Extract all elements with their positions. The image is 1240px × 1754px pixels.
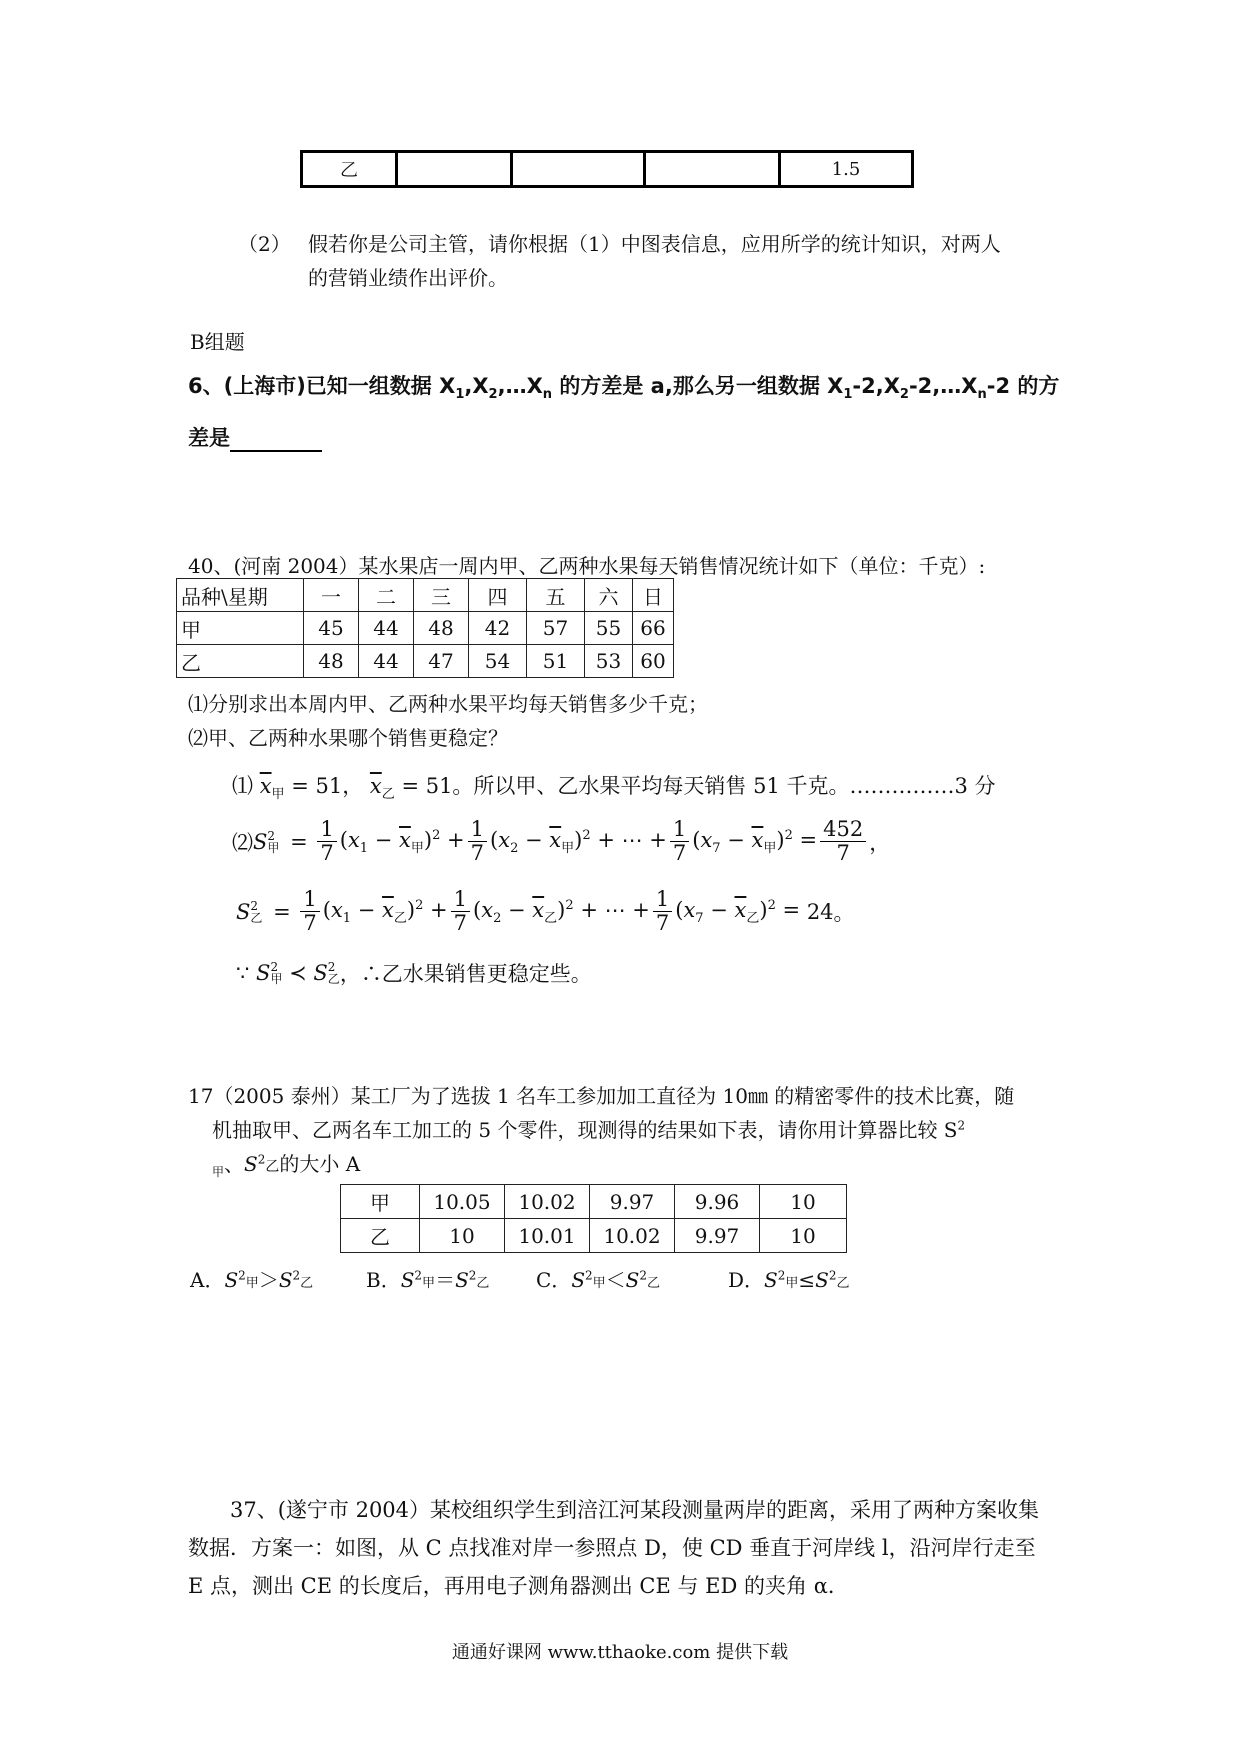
subscript: 乙 <box>381 787 395 803</box>
question-text: 6、(上海市)已知一组数据 X <box>188 374 456 398</box>
table-cell: 10 <box>420 1219 505 1253</box>
numerator: 1 <box>317 818 336 842</box>
subscript: n <box>977 387 987 403</box>
table-header-cell: 六 <box>585 579 633 612</box>
table-header-cell: 四 <box>469 579 527 612</box>
table-cell: 9.96 <box>675 1185 760 1219</box>
fraction <box>451 888 470 935</box>
denominator: 7 <box>320 841 334 866</box>
table-cell: 44 <box>359 645 414 678</box>
question-6-line2 <box>188 422 322 452</box>
fruit-sales-table <box>176 578 674 678</box>
subscript: 甲 <box>212 1165 225 1179</box>
option-a: A．$S^2$甲$>S^2$乙 <box>190 1268 314 1292</box>
table-header-cell: 日 <box>633 579 674 612</box>
subscript: 甲 <box>271 787 285 803</box>
table-row <box>177 612 674 645</box>
numerator: 1 <box>653 888 672 912</box>
question-text: 假若你是公司主管，请你根据（1）中图表信息，应用所学的统计知识，对两人 <box>308 232 1001 256</box>
table-cell: 60 <box>633 645 674 678</box>
question-text: 的大小 A <box>279 1152 361 1176</box>
subscript: 乙 <box>393 910 407 926</box>
subscript: 1 <box>843 387 853 403</box>
fraction <box>670 818 689 865</box>
table-cell: 55 <box>585 612 633 645</box>
question-17-line3: $_甲$、$S^2$乙的大小 A <box>212 1152 361 1179</box>
table-cell: 42 <box>469 612 527 645</box>
table-cell: 9.97 <box>675 1219 760 1253</box>
section-heading: B组题 <box>190 330 245 354</box>
table-row <box>302 152 913 187</box>
table-row <box>341 1219 847 1253</box>
table-cell: 54 <box>469 645 527 678</box>
denominator: 7 <box>303 911 317 936</box>
table-header-cell: 品种\星期 <box>177 579 304 612</box>
subscript: 乙 <box>476 1276 490 1291</box>
table-cell: 甲 <box>341 1185 420 1219</box>
option-letter: C． <box>536 1268 572 1292</box>
question-17-line1: 17（2005 泰州）某工厂为了选拔 1 名车工参加加工直径为 10㎜ 的精密零件的技术比赛，随 <box>188 1084 1015 1108</box>
relation: ＜ <box>605 1268 626 1292</box>
subscript: 乙 <box>327 972 340 986</box>
answer-conclusion: ∵ S 2 甲 ≺ S 2 乙 ， ∴乙水果销售更稳定些。 <box>236 960 592 986</box>
table-cell: 48 <box>414 612 469 645</box>
question-37-line1: 37、(遂宁市 2004）某校组织学生到涪江河某段测量两岸的距离，采用了两种方案收集 <box>230 1498 1040 1522</box>
table-cell <box>512 152 645 187</box>
option-letter: B． <box>366 1268 401 1292</box>
table-cell: 10.05 <box>420 1185 505 1219</box>
question-text: -2,X <box>852 374 900 398</box>
answer-2-line2: S 2 乙 = $\frac{1}{7}$ $(x_1 - \overline{x}_乙)^2$ + $\frac{1}{7}$ $(x_2 - \overline{x}_乙)^2$ + ⋯ + $\frac{1}{7}$ $(x_7 - \overline{x}_乙)^2$ = 24 。 <box>236 887 855 936</box>
question-text: ,X <box>464 374 489 398</box>
denominator: 7 <box>453 911 468 936</box>
question-text: -2,…X <box>908 374 978 398</box>
subscript: 乙 <box>250 910 263 925</box>
table-cell: 53 <box>585 645 633 678</box>
relation: ＝ <box>435 1268 456 1292</box>
answer-label: ⑴ <box>232 774 253 798</box>
sub-question: ⑴分别求出本周内甲、乙两种水果平均每天销售多少千克； <box>188 692 708 716</box>
option-letter: D． <box>728 1268 765 1292</box>
numerator: 1 <box>300 888 319 912</box>
answer-label: ⑵ <box>232 830 253 855</box>
subscript: 甲 <box>561 840 575 856</box>
table-cell: 10.02 <box>505 1185 590 1219</box>
question-37-line3: E 点，测出 CE 的长度后，再用电子测角器测出 CE 与 ED 的夹角 α． <box>188 1574 849 1598</box>
question-17-line2: 机抽取甲、乙两名车工加工的 5 个零件，现测得的结果如下表，请你用计算器比较 $S^2$ <box>212 1118 966 1142</box>
option-b: B．$S^2$甲$=S^2$乙 <box>366 1268 490 1292</box>
equation-text: = 51。所以甲、乙水果平均每天销售 51 千克。……………3 分 <box>394 774 996 798</box>
numerator: 1 <box>468 818 487 842</box>
subscript: 甲 <box>763 840 777 856</box>
subscript: 乙 <box>647 1276 661 1291</box>
fraction <box>300 888 319 935</box>
subscript: 甲 <box>270 972 283 986</box>
mean-symbol: $\overline{x}$ <box>259 774 272 798</box>
table-cell: 乙 <box>302 152 397 187</box>
numerator: 452 <box>820 818 866 842</box>
subscript: 乙 <box>746 910 760 926</box>
subscript: 1 <box>455 387 465 403</box>
conclusion-text: ∴乙水果销售更稳定些。 <box>360 962 592 986</box>
question-text: ,…X <box>497 374 543 398</box>
denominator: 7 <box>836 841 850 866</box>
subscript: 甲 <box>592 1276 606 1291</box>
subscript: 乙 <box>265 1159 280 1175</box>
subscript: 乙 <box>544 910 558 926</box>
table-row <box>177 579 674 612</box>
denominator: 7 <box>655 911 670 936</box>
table-header-cell: 一 <box>304 579 359 612</box>
table-cell: 10 <box>760 1185 847 1219</box>
subscript: n <box>542 387 553 403</box>
option-letter: A． <box>190 1268 225 1292</box>
table-cell: 乙 <box>177 645 304 678</box>
fraction <box>317 818 336 865</box>
question-6 <box>188 370 1059 402</box>
table-header-cell: 三 <box>414 579 469 612</box>
option-c: C．$S^2$甲$<S^2$乙 <box>536 1268 661 1292</box>
page-footer: 通通好课网 www.tthaoke.com 提供下载 <box>451 1642 789 1663</box>
subscript: 甲 <box>245 1276 259 1291</box>
subscript: 乙 <box>836 1276 850 1291</box>
mean-symbol: $\overline{x}$ <box>369 774 382 798</box>
subscript: 甲 <box>785 1276 799 1291</box>
question-40-stem: 40、(河南 2004）某水果店一周内甲、乙两种水果每天销售情况统计如下（单位：千克）: <box>188 554 986 578</box>
sub-question: ⑵甲、乙两种水果哪个销售更稳定？ <box>188 726 508 750</box>
table-cell: 45 <box>304 612 359 645</box>
denominator: 7 <box>470 841 485 866</box>
equation-text: = 51， <box>284 774 364 798</box>
relation: ＞ <box>258 1268 279 1292</box>
table-cell: 57 <box>527 612 585 645</box>
table-cell: 10 <box>760 1219 847 1253</box>
option-d: D．$S^2$甲$\le S^2$乙 <box>728 1268 850 1292</box>
subscript: 乙 <box>300 1276 314 1291</box>
question-text: 机抽取甲、乙两名车工加工的 5 个零件，现测得的结果如下表，请你用计算器比较 S <box>212 1118 958 1142</box>
denominator: 7 <box>672 841 687 866</box>
fraction <box>468 818 487 865</box>
answer-2-line1: ⑵ S 2 甲 = $\frac{1}{7}$ $(x_1 - \overline{x}_甲)^2$ + $\frac{1}{7}$ $(x_2 - \overline{x}_甲)^2$ + ⋯ + $\frac{1}{7}$ $(x_7 - \overline{x}_甲)^2$ = $\frac{452}{7}$ ， <box>232 817 891 866</box>
fraction <box>653 888 672 935</box>
subscript: 甲 <box>410 840 424 856</box>
question-text: 差是 <box>188 426 230 450</box>
table-cell: 44 <box>359 612 414 645</box>
table-header-cell: 五 <box>527 579 585 612</box>
question-text: 的营销业绩作出评价。 <box>308 266 508 290</box>
table-row <box>177 645 674 678</box>
numerator: 1 <box>670 818 689 842</box>
numerator: 1 <box>451 888 470 912</box>
table-cell: 乙 <box>341 1219 420 1253</box>
parts-measure-table <box>340 1184 847 1253</box>
table-cell: 10.01 <box>505 1219 590 1253</box>
subscript: 甲 <box>267 840 280 855</box>
table-cell <box>645 152 780 187</box>
table-cell: 66 <box>633 612 674 645</box>
question-37-line2: 数据．方案一：如图，从 C 点找准对岸一参照点 D，使 CD 垂直于河岸线 l，沿河岸行走至 <box>188 1536 1036 1560</box>
subscript: 2 <box>899 387 909 403</box>
fraction <box>820 818 866 865</box>
table-header-cell: 二 <box>359 579 414 612</box>
table-cell <box>397 152 512 187</box>
result-value: 24 <box>806 899 834 924</box>
table-cell: 1.5 <box>780 152 913 187</box>
table-cell: 47 <box>414 645 469 678</box>
relation: ≤ <box>798 1268 816 1292</box>
question-text: -2 的方 <box>986 374 1060 398</box>
sales-table-continuation <box>300 150 914 188</box>
table-cell: 9.97 <box>590 1185 675 1219</box>
subscript: 2 <box>488 387 498 403</box>
subscript: 甲 <box>422 1276 436 1291</box>
answer-blank <box>230 430 322 452</box>
table-cell: 10.02 <box>590 1219 675 1253</box>
table-cell: 48 <box>304 645 359 678</box>
table-row <box>341 1185 847 1219</box>
table-cell: 甲 <box>177 612 304 645</box>
table-cell: 51 <box>527 645 585 678</box>
question-number: （2） <box>238 232 291 256</box>
question-text: 的方差是 a,那么另一组数据 X <box>552 374 844 398</box>
answer-1 <box>232 770 996 802</box>
